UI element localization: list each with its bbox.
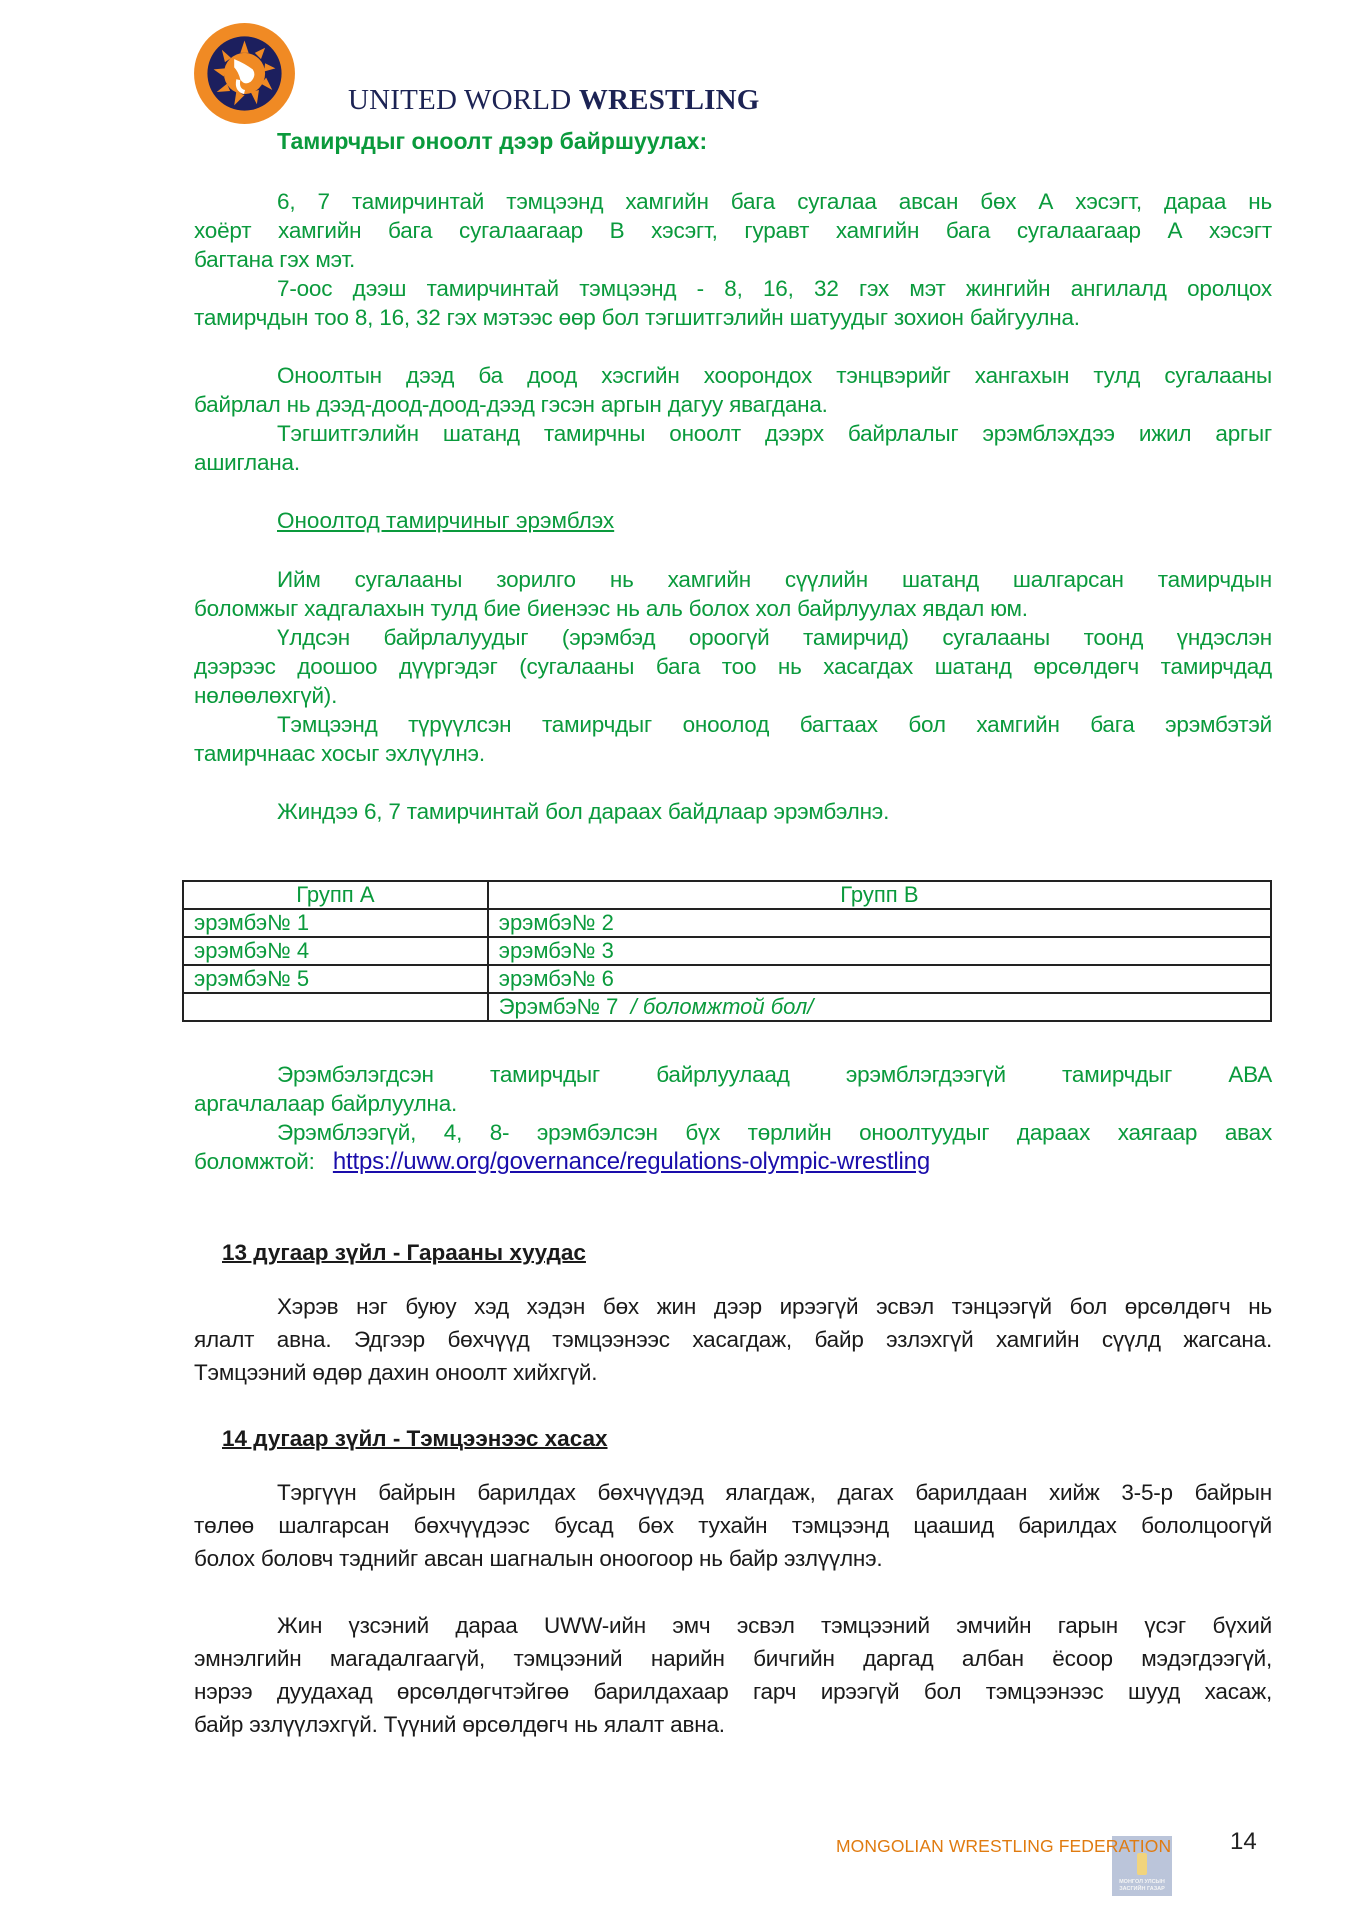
cell-group-b: эрэмбэ№ 3 [488,937,1271,965]
article-13-body: Хэрэв нэг буюу хэд хэдэн бөх жин дээр ирээгүй эсвэл тэнцээгүй бол өрсөлдөгч нь ялалт авна. Эдгээр бөхчүүд тэмцээнээс хасагдаж, байр эзлэхгүй хамгийн сүүлд жагсана. Тэмцээний өдөр дахин оноолт хийхгүй. [194,1294,1272,1385]
article-14-body-2: Жин үзсэний дараа UWW-ийн эмч эсвэл тэмцээний эмчийн гарын үсэг бүхий эмнэлгийн магадалгаагүй, тэмцээний нарийн бичгийн даргад албан ёсоор мэдэгдээгүй, нэрээ дуудахад өрсөлдөгчтэйгөө барилдахаар гарч ирээгүй бол тэмцээнээс шууд хасаж, байр эзлүүлэхгүй. Түүний өрсөлдөгч нь ялалт авна. [194,1613,1272,1737]
header-group-b: Групп В [488,881,1271,909]
article-14-heading: 14 дугаар зүйл - Тэмцээнээс хасах [222,1426,608,1451]
cell-group-b [488,993,1271,1021]
org-name: UNITED WORLD WRESTLING [348,84,760,116]
rank-7-note: / боломжтой бол/ [630,994,814,1019]
stamp-text-1: МОНГОЛ УЛСЫН [1119,1879,1165,1885]
table-header-row [183,881,1271,909]
rank-7-label: Эрэмбэ№ 7 [498,994,631,1019]
ranking-table [182,880,1272,1022]
cell-group-b: эрэмбэ№ 2 [488,909,1271,937]
table-row [183,909,1271,937]
subheading-ranking: Оноолтод тамирчиныг эрэмблэх [277,508,615,533]
cell-group-a: эрэмбэ№ 4 [183,937,488,965]
paragraph-after-table: Эрэмбэлэгдсэн тамирчдыг байрлуулаад эрэмблэгдээгүй тамирчдыг АВА аргачлалаар байрлуулна. Эрэмблээгүй, 4, 8- эрэмбэлсэн бүх төрлийн оноолтуудыг дараах хаягаар авах боломжтой: https://uww.org/governance/regulations-olympic-wrestling [194,1062,1272,1175]
cell-group-a: эрэмбэ№ 5 [183,965,488,993]
cell-group-a: эрэмбэ№ 1 [183,909,488,937]
stamp-text-2: ЗАСГИЙН ГАЗАР [1119,1886,1165,1892]
table-intro: Жиндээ 6, 7 тамирчинтай бол дараах байдлаар эрэмбэлнэ. [277,799,890,824]
paragraph-ranking: Ийм сугалааны зорилго нь хамгийн сүүлийн шатанд шалгарсан тамирчдын боломжыг хадгалахын тулд бие биенээс нь аль болох хол байрлуулах явдал юм. Үлдсэн байрлалуудыг (эрэмбэд ороогүй тамирчид) сугалааны тоонд үндэслэн дээрээс доошоо дүүргэдэг (сугалааны бага тоо нь хасагдах шатанд өрсөлдөгч тамирчдад нөлөөлөхгүй). Тэмцээнд түрүүлсэн тамирчдыг оноолод багтаах бол хамгийн бага эрэмбэтэй тамирчнаас хосыг эхлүүлнэ. [194,567,1272,766]
uww-logo-icon [193,22,296,125]
link-prefix: боломжтой: [194,1149,333,1174]
section-title: Тамирчдыг оноолт дээр байршуулах: [277,128,708,154]
article-14-body-1: Тэргүүн байрын барилдах бөхчүүдэд ялагдаж, дагах барилдаан хийж 3-5-р байрын төлөө шалгарсан бөхчүүдээс бусад бөх тухайн тэмцээнд цаашид барилдах бололцоогүй болох боловч тэднийг авсан шагналын оноогоор нь байр эзлүүлнэ. [194,1480,1272,1571]
table-row [183,965,1271,993]
article-13-heading: 13 дугаар зүйл - Гарааны хуудас [222,1240,586,1265]
header-group-a: Групп А [183,881,488,909]
paragraph-placement-1: 6, 7 тамирчинтай тэмцээнд хамгийн бага сугалаа авсан бөх А хэсэгт, дараа нь хоёрт хамгийн бага сугалаагаар В хэсэгт, гуравт хамгийн бага сугалаагаар А хэсэгт багтана гэх мэт. 7-оос дээш тамирчинтай тэмцээнд - 8, 16, 32 гэх мэт жингийн ангилалд оролцох тамирчдын тоо 8, 16, 32 гэх мэтээс өөр бол тэгшитгэлийн шатуудыг зохион байгуулна. [194,189,1272,330]
table-row [183,937,1271,965]
regulations-link[interactable]: https://uww.org/governance/regulations-olympic-wrestling [332,1148,930,1175]
table-row [183,993,1271,1021]
footer-org-name: MONGOLIAN WRESTLING FEDERATION [836,1836,1172,1856]
paragraph-placement-2: Оноолтын дээд ба доод хэсгийн хоорондох тэнцвэрийг хангахын тулд сугалааны байрлал нь дээд-доод-доод-дээд гэсэн аргын дагуу явагдана. Тэгшитгэлийн шатанд тамирчны оноолт дээрх байрлалыг эрэмблэхдээ ижил аргыг ашиглана. [194,363,1272,475]
cell-group-a [183,993,488,1021]
cell-group-b: эрэмбэ№ 6 [488,965,1271,993]
page-number: 14 [1230,1828,1257,1855]
